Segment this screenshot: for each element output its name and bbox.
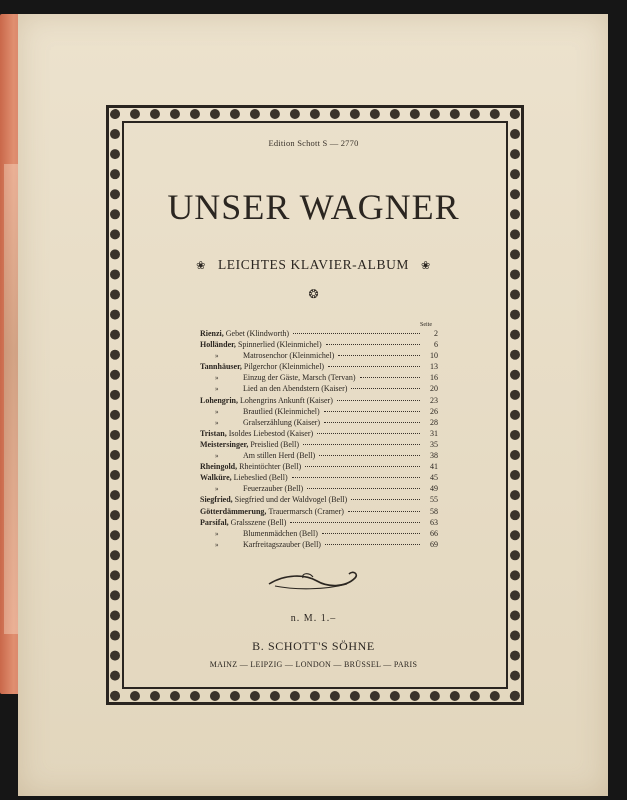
dot-leader (348, 511, 420, 512)
toc-page-number: 2 (434, 329, 438, 338)
toc-page-number: 10 (430, 351, 438, 361)
toc-page-number: 69 (430, 539, 438, 549)
toc-piece-title: Siegfried und der Waldvogel (Bell) (234, 495, 348, 505)
dot-leader (351, 388, 420, 389)
toc-piece-title: Lohengrins Ankunft (Kaiser) (240, 395, 333, 405)
toc-entry (200, 329, 438, 340)
toc-entry (200, 429, 438, 440)
ornament-left-icon: ❀ (196, 260, 206, 272)
page-column-header: Seite (420, 322, 432, 328)
toc-opera: Götterdämmerung, (200, 506, 267, 516)
toc-entry (200, 529, 438, 540)
toc-entry (200, 473, 438, 484)
toc-entry (200, 384, 438, 395)
toc-piece-title: Gebet (Klindworth) (225, 329, 290, 338)
ornament-divider-icon: ❂ (308, 287, 319, 301)
subtitle-row (0, 257, 627, 273)
toc-page-number: 23 (430, 395, 438, 405)
toc-piece-title: Trauermarsch (Cramer) (268, 506, 344, 516)
ditto-mark: » (215, 529, 219, 538)
toc-entry (200, 484, 438, 495)
toc-opera: Rheingold, (200, 462, 238, 472)
toc-entry (200, 540, 438, 551)
edition-number: Edition Schott S — 2770 (268, 138, 359, 148)
ditto-mark: » (215, 418, 219, 427)
ornament-right-icon: ❀ (421, 260, 431, 272)
toc-piece-title: Gralserzählung (Kaiser) (243, 417, 321, 427)
publisher-name: B. SCHOTT'S SÖHNE (252, 639, 375, 653)
toc-entry (200, 462, 438, 473)
toc-piece-title: Pilgerchor (Kleinmichel) (243, 362, 325, 372)
dot-leader (326, 344, 420, 345)
flourish-ornament-icon (265, 568, 365, 592)
toc-page-number: 38 (430, 451, 438, 461)
toc-entry (200, 351, 438, 362)
toc-entry (200, 396, 438, 407)
dot-leader (324, 422, 420, 423)
toc-entry (200, 451, 438, 462)
toc-piece-title: Preislied (Bell) (250, 439, 300, 449)
toc-page-number: 28 (430, 417, 438, 427)
toc-entry (200, 340, 438, 351)
toc-piece-title: Lied an den Abendstern (Kaiser) (243, 384, 348, 394)
toc-piece-title: Brautlied (Kleinmichel) (243, 406, 320, 416)
dot-leader (324, 411, 420, 412)
toc-piece-title: Matrosenchor (Kleinmichel) (243, 351, 335, 361)
dot-leader (305, 466, 420, 467)
toc-page-number: 66 (430, 528, 438, 538)
dot-leader (303, 444, 420, 445)
toc-piece-title: Am stillen Herd (Bell) (243, 451, 316, 461)
dot-leader (325, 544, 420, 545)
toc-opera: Parsifal, (200, 517, 229, 527)
ditto-mark: » (215, 540, 219, 549)
toc-entry (200, 373, 438, 384)
toc-piece-title: Isoldes Liebestod (Kaiser) (228, 428, 314, 438)
ditto-mark: » (215, 485, 219, 494)
dot-leader (307, 488, 420, 489)
dot-leader (319, 455, 420, 456)
toc-page-number: 13 (430, 362, 438, 372)
dot-leader (360, 377, 420, 378)
toc-piece-title: Einzug der Gäste, Marsch (Tervan) (243, 373, 356, 383)
toc-page-number: 63 (430, 517, 438, 527)
dot-leader (293, 333, 420, 334)
toc-page-number: 31 (430, 428, 438, 438)
ditto-mark: » (215, 452, 219, 461)
price: n. M. 1.– (290, 613, 337, 624)
album-subtitle: LEICHTES KLAVIER-ALBUM (217, 257, 410, 272)
toc-piece-title: Gralsszene (Bell) (230, 517, 287, 527)
toc-entry (200, 418, 438, 429)
toc-piece-title: Blumenmädchen (Bell) (243, 528, 318, 538)
table-of-contents (200, 329, 438, 551)
toc-opera: Holländer, (200, 340, 236, 350)
toc-entry (200, 440, 438, 451)
dot-leader (338, 355, 420, 356)
dot-leader (351, 499, 420, 500)
dot-leader (322, 533, 420, 534)
toc-entry (200, 507, 438, 518)
toc-entry (200, 495, 438, 506)
toc-page-number: 49 (430, 484, 438, 494)
toc-entry (200, 518, 438, 529)
dot-leader (328, 366, 420, 367)
album-title: UNSER WAGNER (167, 187, 460, 227)
toc-page-number: 20 (430, 384, 438, 394)
toc-entry (200, 362, 438, 373)
toc-page-number: 16 (430, 373, 438, 383)
toc-opera: Tannhäuser, (200, 362, 242, 372)
toc-piece-title: Liebeslied (Bell) (233, 473, 288, 483)
toc-piece-title: Karfreitagszauber (Bell) (243, 539, 321, 549)
toc-piece-title: Spinnerlied (Kleinmichel) (237, 340, 322, 350)
toc-page-number: 55 (430, 495, 438, 505)
toc-page-number: 6 (434, 340, 438, 350)
toc-opera: Rienzi, (200, 329, 224, 338)
toc-entry (200, 407, 438, 418)
toc-page-number: 35 (430, 439, 438, 449)
ditto-mark: » (215, 385, 219, 394)
toc-opera: Lohengrin, (200, 395, 239, 405)
toc-piece-title: Rheintöchter (Bell) (239, 462, 302, 472)
ditto-mark: » (215, 352, 219, 361)
dot-leader (292, 477, 420, 478)
toc-opera: Meistersinger, (200, 439, 249, 449)
toc-page-number: 58 (430, 506, 438, 516)
toc-page-number: 41 (430, 462, 438, 472)
ditto-mark: » (215, 374, 219, 383)
toc-opera: Walküre, (200, 473, 232, 483)
toc-page-number: 26 (430, 406, 438, 416)
toc-piece-title: Feuerzauber (Bell) (243, 484, 304, 494)
toc-opera: Siegfried, (200, 495, 233, 505)
ditto-mark: » (215, 407, 219, 416)
toc-opera: Tristan, (200, 428, 227, 438)
toc-page-number: 45 (430, 473, 438, 483)
publisher-cities: MAINZ — LEIPZIG — LONDON — BRÜSSEL — PARIS (209, 660, 418, 669)
dot-leader (290, 522, 420, 523)
dot-leader (337, 400, 420, 401)
dot-leader (317, 433, 420, 434)
